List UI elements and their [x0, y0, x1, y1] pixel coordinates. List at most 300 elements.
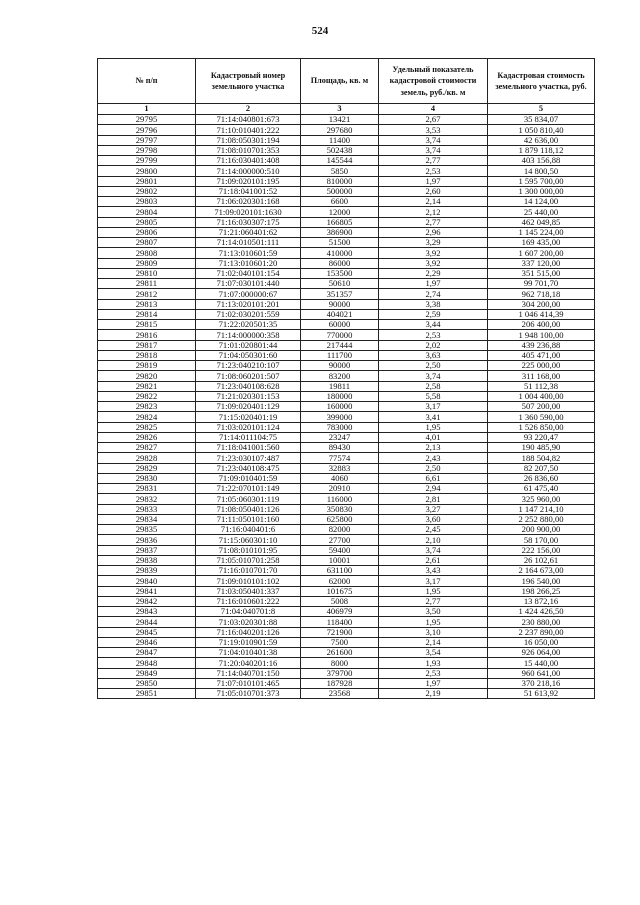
cell-area: 90000: [301, 299, 379, 309]
cell-cadastral-value: 14 800,50: [488, 166, 595, 176]
cell-area: 118400: [301, 617, 379, 627]
cell-area: 261600: [301, 648, 379, 658]
cell-cadastral-value: 222 156,00: [488, 545, 595, 555]
cell-row-number: 29813: [98, 299, 196, 309]
cell-cadastral-value: 188 504,82: [488, 453, 595, 463]
cadastral-value-table: [97, 58, 595, 699]
column-number: 3: [301, 104, 379, 115]
table-row: [98, 176, 595, 186]
table-row: [98, 279, 595, 289]
cell-cadastral-number: 71:13:010601:20: [196, 258, 301, 268]
cell-specific-value: 2,19: [379, 689, 488, 699]
table-row: [98, 258, 595, 268]
cell-cadastral-value: 26 836,60: [488, 473, 595, 483]
cell-cadastral-number: 71:01:020801:44: [196, 340, 301, 350]
cell-row-number: 29847: [98, 648, 196, 658]
cell-specific-value: 3,74: [379, 545, 488, 555]
cell-row-number: 29835: [98, 525, 196, 535]
cell-specific-value: 2,58: [379, 381, 488, 391]
cell-specific-value: 3,29: [379, 238, 488, 248]
cell-cadastral-value: 962 718,18: [488, 289, 595, 299]
table-row: [98, 555, 595, 565]
cell-specific-value: 3,38: [379, 299, 488, 309]
table-row: [98, 381, 595, 391]
cell-cadastral-value: 1 360 590,00: [488, 412, 595, 422]
cell-area: 770000: [301, 330, 379, 340]
cell-cadastral-number: 71:08:060201:507: [196, 371, 301, 381]
cell-cadastral-value: 99 701,70: [488, 279, 595, 289]
cell-row-number: 29845: [98, 627, 196, 637]
cell-cadastral-number: 71:09:010101:102: [196, 576, 301, 586]
cell-area: 12000: [301, 207, 379, 217]
cell-cadastral-value: 351 515,00: [488, 268, 595, 278]
header-area: Площадь, кв. м: [301, 59, 379, 104]
cell-cadastral-number: 71:16:030307:175: [196, 217, 301, 227]
cell-row-number: 29851: [98, 689, 196, 699]
table-row: [98, 115, 595, 125]
table-row: [98, 453, 595, 463]
table-row: [98, 217, 595, 227]
cell-area: 82000: [301, 525, 379, 535]
table-row: [98, 576, 595, 586]
cell-cadastral-number: 71:04:010401:38: [196, 648, 301, 658]
header-specific-value: Удельный показатель кадастровой стоимости земель, руб./кв. м: [379, 59, 488, 104]
cell-area: 86000: [301, 258, 379, 268]
cell-area: 410000: [301, 248, 379, 258]
cell-row-number: 29799: [98, 156, 196, 166]
cell-row-number: 29808: [98, 248, 196, 258]
cell-area: 166805: [301, 217, 379, 227]
cell-area: 4060: [301, 473, 379, 483]
cell-row-number: 29818: [98, 350, 196, 360]
table-row: [98, 504, 595, 514]
cell-area: 10001: [301, 555, 379, 565]
cell-specific-value: 2,60: [379, 186, 488, 196]
cell-cadastral-number: 71:10:010401:222: [196, 125, 301, 135]
cell-row-number: 29819: [98, 361, 196, 371]
cell-area: 32883: [301, 463, 379, 473]
cell-area: 13421: [301, 115, 379, 125]
table-row: [98, 463, 595, 473]
cell-cadastral-value: 325 960,00: [488, 494, 595, 504]
cell-cadastral-value: 337 120,00: [488, 258, 595, 268]
cell-row-number: 29827: [98, 443, 196, 453]
cell-row-number: 29849: [98, 668, 196, 678]
cell-row-number: 29823: [98, 402, 196, 412]
cell-cadastral-value: 196 540,00: [488, 576, 595, 586]
cell-row-number: 29814: [98, 309, 196, 319]
cell-row-number: 29803: [98, 197, 196, 207]
cell-row-number: 29806: [98, 227, 196, 237]
cell-cadastral-value: 200 900,00: [488, 525, 595, 535]
cell-cadastral-number: 71:04:050301:60: [196, 350, 301, 360]
table-row: [98, 135, 595, 145]
cell-cadastral-number: 71:23:040210:107: [196, 361, 301, 371]
cell-cadastral-value: 42 636,00: [488, 135, 595, 145]
table-row: [98, 320, 595, 330]
cell-cadastral-number: 71:14:040801:673: [196, 115, 301, 125]
cell-cadastral-value: 82 207,50: [488, 463, 595, 473]
cell-cadastral-number: 71:14:000000:358: [196, 330, 301, 340]
cell-cadastral-value: 926 064,00: [488, 648, 595, 658]
cell-row-number: 29821: [98, 381, 196, 391]
cell-cadastral-number: 71:07:010101:465: [196, 678, 301, 688]
cell-cadastral-value: 35 834,07: [488, 115, 595, 125]
cell-specific-value: 2,53: [379, 330, 488, 340]
cell-area: 90000: [301, 361, 379, 371]
cell-specific-value: 3,50: [379, 607, 488, 617]
cell-cadastral-value: 1 595 700,00: [488, 176, 595, 186]
cell-row-number: 29812: [98, 289, 196, 299]
cell-specific-value: 2,77: [379, 217, 488, 227]
cell-cadastral-value: 1 424 426,50: [488, 607, 595, 617]
cell-cadastral-value: 25 440,00: [488, 207, 595, 217]
cell-specific-value: 2,50: [379, 361, 488, 371]
table-row: [98, 607, 595, 617]
table-row: [98, 412, 595, 422]
cell-area: 153500: [301, 268, 379, 278]
cell-cadastral-number: 71:02:030201:559: [196, 309, 301, 319]
table-row: [98, 402, 595, 412]
cell-cadastral-number: 71:11:050101:160: [196, 514, 301, 524]
cell-specific-value: 3,54: [379, 648, 488, 658]
cell-cadastral-value: 14 124,00: [488, 197, 595, 207]
cell-row-number: 29795: [98, 115, 196, 125]
cell-row-number: 29831: [98, 484, 196, 494]
cell-specific-value: 3,17: [379, 576, 488, 586]
cell-cadastral-number: 71:09:020101:195: [196, 176, 301, 186]
table-row: [98, 145, 595, 155]
cell-specific-value: 3,43: [379, 566, 488, 576]
cell-specific-value: 1,95: [379, 422, 488, 432]
cell-cadastral-value: 311 168,00: [488, 371, 595, 381]
cell-specific-value: 1,97: [379, 279, 488, 289]
column-number: 2: [196, 104, 301, 115]
cell-area: 101675: [301, 586, 379, 596]
cell-specific-value: 3,17: [379, 402, 488, 412]
cell-area: 810000: [301, 176, 379, 186]
cell-area: 502438: [301, 145, 379, 155]
cell-cadastral-number: 71:05:060301:119: [196, 494, 301, 504]
cell-specific-value: 2,14: [379, 637, 488, 647]
cell-specific-value: 2,50: [379, 463, 488, 473]
cell-specific-value: 2,96: [379, 227, 488, 237]
cell-row-number: 29824: [98, 412, 196, 422]
cell-area: 406979: [301, 607, 379, 617]
cell-cadastral-value: 58 170,00: [488, 535, 595, 545]
table-row: [98, 473, 595, 483]
cell-row-number: 29841: [98, 586, 196, 596]
table-row: [98, 156, 595, 166]
table-row: [98, 658, 595, 668]
cell-specific-value: 2,77: [379, 596, 488, 606]
cell-cadastral-number: 71:05:010701:373: [196, 689, 301, 699]
cell-cadastral-value: 1 607 200,00: [488, 248, 595, 258]
cell-area: 11400: [301, 135, 379, 145]
cell-cadastral-number: 71:04:040701:8: [196, 607, 301, 617]
cell-cadastral-value: 1 300 000,00: [488, 186, 595, 196]
page-number: 524: [311, 25, 329, 37]
cell-row-number: 29832: [98, 494, 196, 504]
cell-area: 116000: [301, 494, 379, 504]
cell-specific-value: 1,95: [379, 617, 488, 627]
cell-area: 783000: [301, 422, 379, 432]
cell-area: 180000: [301, 391, 379, 401]
cell-row-number: 29837: [98, 545, 196, 555]
cell-cadastral-number: 71:02:040101:154: [196, 268, 301, 278]
cell-cadastral-value: 1 879 118,12: [488, 145, 595, 155]
cell-specific-value: 2,29: [379, 268, 488, 278]
cell-cadastral-number: 71:14:011104:75: [196, 432, 301, 442]
table-header-row: [98, 59, 595, 104]
table-row: [98, 361, 595, 371]
cell-cadastral-number: 71:03:020301:88: [196, 617, 301, 627]
cell-specific-value: 2,13: [379, 443, 488, 453]
cell-cadastral-value: 190 485,90: [488, 443, 595, 453]
cell-row-number: 29850: [98, 678, 196, 688]
cell-area: 351357: [301, 289, 379, 299]
table-row: [98, 443, 595, 453]
table-row: [98, 596, 595, 606]
cell-row-number: 29838: [98, 555, 196, 565]
cell-specific-value: 3,10: [379, 627, 488, 637]
cell-specific-value: 2,67: [379, 115, 488, 125]
cell-specific-value: 3,63: [379, 350, 488, 360]
cell-row-number: 29829: [98, 463, 196, 473]
cell-cadastral-value: 1 145 224,00: [488, 227, 595, 237]
table-row: [98, 627, 595, 637]
column-number-row: [98, 104, 595, 115]
cell-specific-value: 2,45: [379, 525, 488, 535]
cell-row-number: 29822: [98, 391, 196, 401]
cell-cadastral-value: 51 613,92: [488, 689, 595, 699]
cell-specific-value: 3,92: [379, 248, 488, 258]
cell-area: 83200: [301, 371, 379, 381]
cell-cadastral-number: 71:16:040201:126: [196, 627, 301, 637]
cell-specific-value: 2,14: [379, 197, 488, 207]
table-row: [98, 289, 595, 299]
cell-area: 5008: [301, 596, 379, 606]
cell-specific-value: 4,01: [379, 432, 488, 442]
cell-row-number: 29830: [98, 473, 196, 483]
table-row: [98, 525, 595, 535]
table-body: [98, 115, 595, 699]
cell-cadastral-number: 71:22:020501:35: [196, 320, 301, 330]
cell-area: 20910: [301, 484, 379, 494]
table-row: [98, 484, 595, 494]
cell-cadastral-value: 206 400,00: [488, 320, 595, 330]
table-row: [98, 125, 595, 135]
cell-cadastral-value: 1 948 100,00: [488, 330, 595, 340]
cell-cadastral-number: 71:07:030101:440: [196, 279, 301, 289]
cell-cadastral-value: 1 004 400,00: [488, 391, 595, 401]
table-row: [98, 197, 595, 207]
header-cadastral-value: Кадастровая стоимость земельного участка, руб.: [488, 59, 595, 104]
table-row: [98, 535, 595, 545]
cell-cadastral-number: 71:16:040401:6: [196, 525, 301, 535]
cell-cadastral-number: 71:18:041001:560: [196, 443, 301, 453]
cell-cadastral-number: 71:09:010401:59: [196, 473, 301, 483]
cell-cadastral-number: 71:14:010501:111: [196, 238, 301, 248]
table-row: [98, 299, 595, 309]
cell-cadastral-value: 1 046 414,39: [488, 309, 595, 319]
cell-area: 404021: [301, 309, 379, 319]
cell-cadastral-value: 1 526 850,00: [488, 422, 595, 432]
cell-area: 217444: [301, 340, 379, 350]
cell-specific-value: 3,41: [379, 412, 488, 422]
cell-row-number: 29817: [98, 340, 196, 350]
cell-cadastral-value: 15 440,00: [488, 658, 595, 668]
cell-area: 721900: [301, 627, 379, 637]
cell-cadastral-value: 405 471,00: [488, 350, 595, 360]
cell-area: 23247: [301, 432, 379, 442]
cell-row-number: 29804: [98, 207, 196, 217]
cell-cadastral-value: 26 102,61: [488, 555, 595, 565]
table-row: [98, 494, 595, 504]
cell-area: 500000: [301, 186, 379, 196]
cell-specific-value: 2,53: [379, 668, 488, 678]
cell-cadastral-value: 462 049,85: [488, 217, 595, 227]
cell-cadastral-value: 304 200,00: [488, 299, 595, 309]
cell-specific-value: 1,93: [379, 658, 488, 668]
table-row: [98, 545, 595, 555]
cell-area: 89430: [301, 443, 379, 453]
cell-area: 187928: [301, 678, 379, 688]
cell-row-number: 29846: [98, 637, 196, 647]
cell-cadastral-value: 2 164 673,00: [488, 566, 595, 576]
cell-cadastral-number: 71:14:040701:150: [196, 668, 301, 678]
cell-specific-value: 5,58: [379, 391, 488, 401]
header-row-number: № п/п: [98, 59, 196, 104]
cell-area: 62000: [301, 576, 379, 586]
cell-cadastral-value: 1 147 214,10: [488, 504, 595, 514]
cell-area: 625800: [301, 514, 379, 524]
cell-cadastral-value: 198 266,25: [488, 586, 595, 596]
cell-area: 59400: [301, 545, 379, 555]
cell-area: 160000: [301, 402, 379, 412]
cell-cadastral-value: 169 435,00: [488, 238, 595, 248]
cell-cadastral-value: 2 237 890,00: [488, 627, 595, 637]
table-row: [98, 689, 595, 699]
cell-area: 7500: [301, 637, 379, 647]
cell-row-number: 29796: [98, 125, 196, 135]
cell-row-number: 29820: [98, 371, 196, 381]
cell-cadastral-number: 71:08:050301:194: [196, 135, 301, 145]
table-row: [98, 340, 595, 350]
cell-cadastral-number: 71:18:041001:52: [196, 186, 301, 196]
cell-row-number: 29825: [98, 422, 196, 432]
cell-specific-value: 6,61: [379, 473, 488, 483]
cell-row-number: 29798: [98, 145, 196, 155]
table-row: [98, 422, 595, 432]
cell-row-number: 29797: [98, 135, 196, 145]
cell-specific-value: 1,97: [379, 678, 488, 688]
cell-row-number: 29833: [98, 504, 196, 514]
cell-area: 399000: [301, 412, 379, 422]
table-row: [98, 371, 595, 381]
cell-cadastral-number: 71:05:010701:258: [196, 555, 301, 565]
cell-cadastral-number: 71:16:030401:408: [196, 156, 301, 166]
cell-cadastral-value: 16 050,00: [488, 637, 595, 647]
cell-specific-value: 2,02: [379, 340, 488, 350]
cell-cadastral-number: 71:13:010601:59: [196, 248, 301, 258]
cell-cadastral-number: 71:21:020301:153: [196, 391, 301, 401]
cell-specific-value: 3,74: [379, 135, 488, 145]
cell-area: 350830: [301, 504, 379, 514]
cell-cadastral-value: 225 000,00: [488, 361, 595, 371]
cell-specific-value: 3,44: [379, 320, 488, 330]
cell-cadastral-number: 71:20:040201:16: [196, 658, 301, 668]
cell-cadastral-number: 71:09:020101:1630: [196, 207, 301, 217]
table-row: [98, 186, 595, 196]
cell-row-number: 29807: [98, 238, 196, 248]
cell-row-number: 29810: [98, 268, 196, 278]
cell-row-number: 29844: [98, 617, 196, 627]
cell-specific-value: 2,43: [379, 453, 488, 463]
cell-cadastral-value: 507 200,00: [488, 402, 595, 412]
table-row: [98, 391, 595, 401]
cell-row-number: 29843: [98, 607, 196, 617]
table-row: [98, 566, 595, 576]
cell-row-number: 29839: [98, 566, 196, 576]
cell-row-number: 29809: [98, 258, 196, 268]
cell-cadastral-number: 71:23:040108:475: [196, 463, 301, 473]
table-row: [98, 617, 595, 627]
cell-specific-value: 2,74: [379, 289, 488, 299]
cell-cadastral-value: 230 880,00: [488, 617, 595, 627]
cell-cadastral-number: 71:03:020101:124: [196, 422, 301, 432]
table-row: [98, 678, 595, 688]
cell-specific-value: 1,95: [379, 586, 488, 596]
cell-cadastral-number: 71:14:000000:510: [196, 166, 301, 176]
cell-cadastral-number: 71:23:030107:487: [196, 453, 301, 463]
cell-cadastral-number: 71:23:040108:628: [196, 381, 301, 391]
cell-area: 379700: [301, 668, 379, 678]
cell-specific-value: 2,77: [379, 156, 488, 166]
cell-cadastral-number: 71:08:050401:126: [196, 504, 301, 514]
cell-cadastral-number: 71:22:070101:149: [196, 484, 301, 494]
cell-cadastral-number: 71:09:020401:129: [196, 402, 301, 412]
table-row: [98, 248, 595, 258]
cell-cadastral-number: 71:08:010101:95: [196, 545, 301, 555]
table-row: [98, 238, 595, 248]
cell-cadastral-value: 439 236,88: [488, 340, 595, 350]
cell-cadastral-number: 71:16:010701:70: [196, 566, 301, 576]
cell-row-number: 29805: [98, 217, 196, 227]
cell-specific-value: 3,74: [379, 145, 488, 155]
cell-area: 111700: [301, 350, 379, 360]
cell-row-number: 29816: [98, 330, 196, 340]
cell-cadastral-number: 71:15:060301:10: [196, 535, 301, 545]
cell-specific-value: 1,97: [379, 176, 488, 186]
cell-area: 145544: [301, 156, 379, 166]
table-row: [98, 268, 595, 278]
cell-cadastral-number: 71:06:020301:168: [196, 197, 301, 207]
table-row: [98, 207, 595, 217]
cell-area: 50610: [301, 279, 379, 289]
cell-row-number: 29836: [98, 535, 196, 545]
cell-cadastral-value: 13 872,16: [488, 596, 595, 606]
cell-area: 77574: [301, 453, 379, 463]
table-row: [98, 586, 595, 596]
cell-cadastral-value: 370 218,16: [488, 678, 595, 688]
cell-row-number: 29834: [98, 514, 196, 524]
cell-cadastral-value: 960 641,00: [488, 668, 595, 678]
cell-area: 60000: [301, 320, 379, 330]
table-row: [98, 637, 595, 647]
cell-row-number: 29840: [98, 576, 196, 586]
cell-row-number: 29811: [98, 279, 196, 289]
